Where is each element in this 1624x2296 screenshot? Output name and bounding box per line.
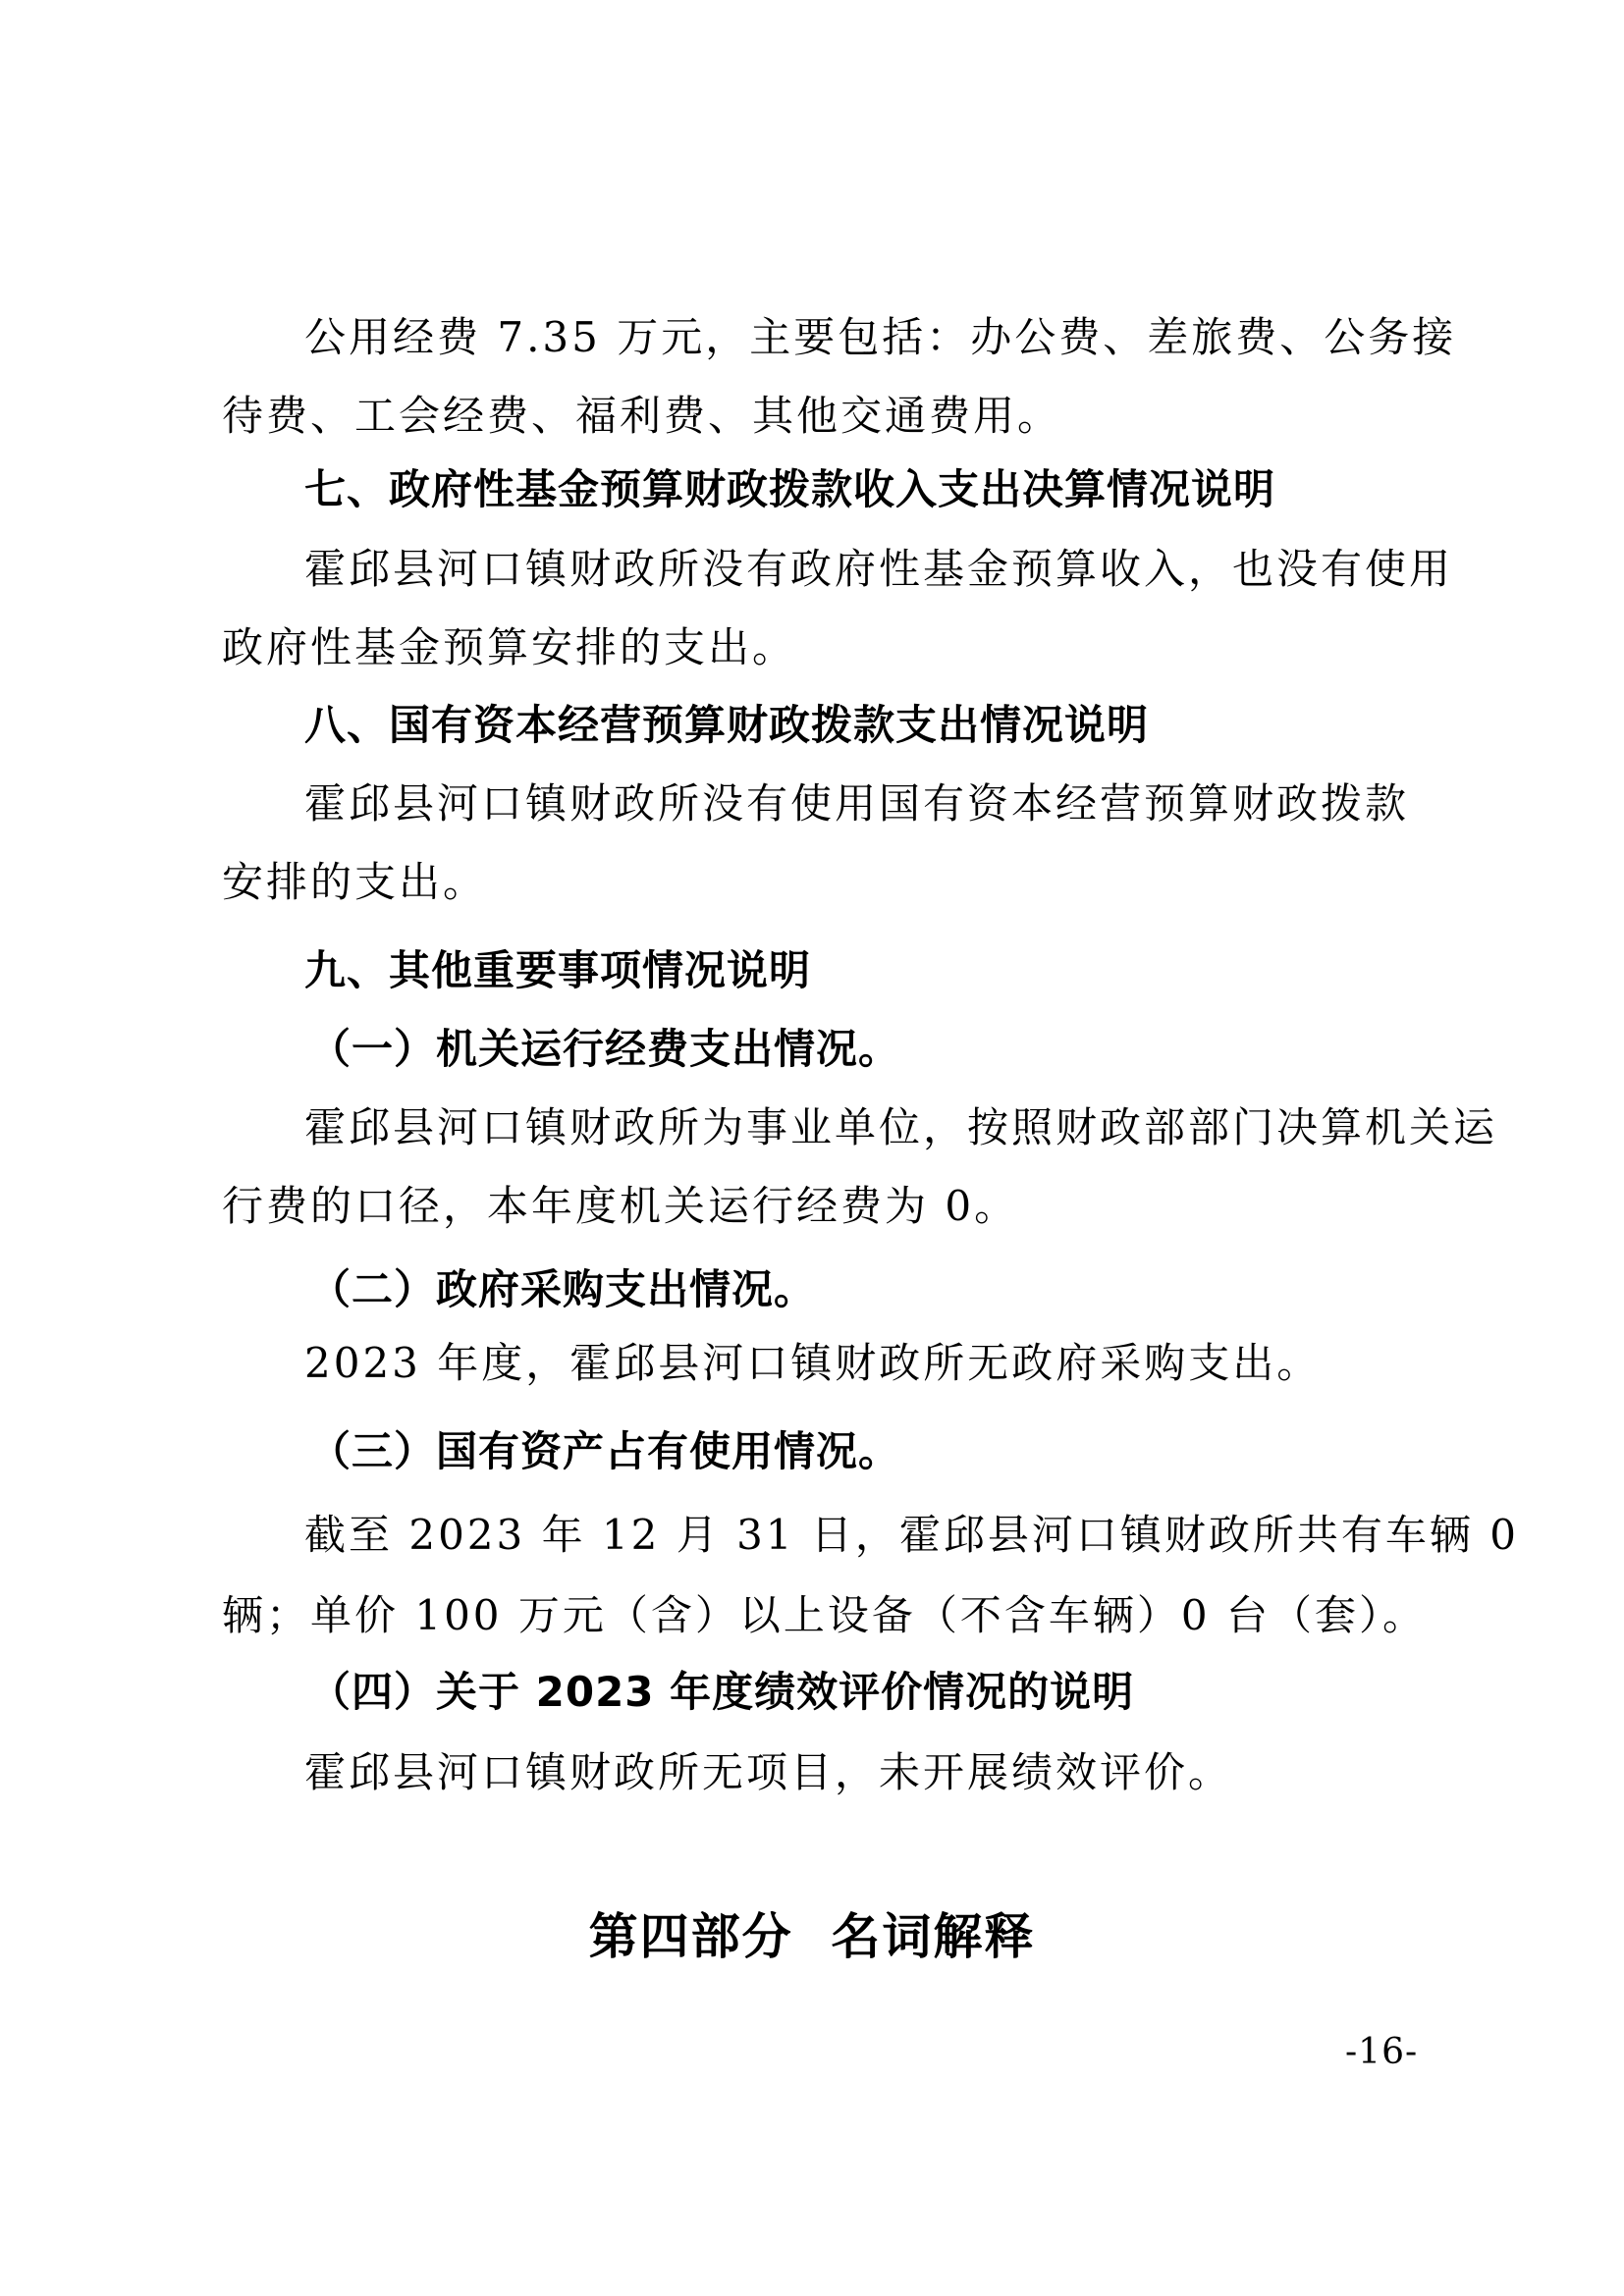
paragraph-section-7-line1: 霍邱县河口镇财政所没有政府性基金预算收入，也没有使用 xyxy=(304,545,1454,593)
heading-section-9-1: （一）机关运行经费支出情况。 xyxy=(309,1025,901,1073)
paragraph-section-9-4-line1: 霍邱县河口镇财政所无项目，未开展绩效评价。 xyxy=(304,1748,1233,1796)
heading-section-9-2: （二）政府采购支出情况。 xyxy=(309,1265,817,1313)
paragraph-section-9-2-line1: 2023 年度，霍邱县河口镇财政所无政府采购支出。 xyxy=(304,1339,1322,1387)
paragraph-section-7-line2: 政府性基金预算安排的支出。 xyxy=(222,623,797,671)
heading-section-9: 九、其他重要事项情况说明 xyxy=(304,946,812,994)
paragraph-section-9-1-line2: 行费的口径，本年度机关运行经费为 0。 xyxy=(222,1182,1019,1230)
heading-section-9-4: （四）关于 2023 年度绩效评价情况的说明 xyxy=(309,1668,1135,1716)
heading-section-8: 八、国有资本经营预算财政拨款支出情况说明 xyxy=(304,701,1150,749)
heading-section-7: 七、政府性基金预算财政拨款收入支出决算情况说明 xyxy=(304,465,1276,513)
heading-section-9-3: （三）国有资产占有使用情况。 xyxy=(309,1427,901,1475)
paragraph-section-8-line1: 霍邱县河口镇财政所没有使用国有资本经营预算财政拨款 xyxy=(304,779,1410,828)
paragraph-section-9-1-line1: 霍邱县河口镇财政所为事业单位，按照财政部部门决算机关运 xyxy=(304,1103,1498,1151)
paragraph-public-expense-line2: 待费、工会经费、福利费、其他交通费用。 xyxy=(222,392,1062,440)
part-four-title: 第四部分 名词解释 xyxy=(588,1908,1036,1965)
page-number: -16- xyxy=(1345,2032,1419,2072)
paragraph-public-expense-line1: 公用经费 7.35 万元，主要包括：办公费、差旅费、公务接 xyxy=(304,313,1457,361)
paragraph-section-9-3-line1: 截至 2023 年 12 月 31 日，霍邱县河口镇财政所共有车辆 0 xyxy=(304,1511,1519,1559)
paragraph-section-9-3-line2: 辆；单价 100 万元（含）以上设备（不含车辆）0 台（套）。 xyxy=(222,1591,1427,1639)
paragraph-section-8-line2: 安排的支出。 xyxy=(222,858,488,906)
